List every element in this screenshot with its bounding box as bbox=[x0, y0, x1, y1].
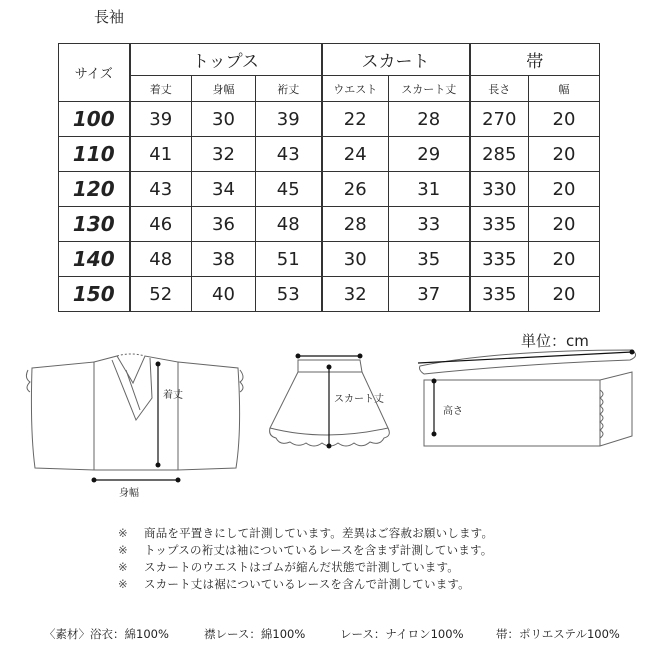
material-lace: レース：ナイロン100% bbox=[340, 627, 464, 641]
table-cell: 32 bbox=[322, 277, 389, 312]
skirt-length-dot-top bbox=[327, 365, 332, 370]
header-yukitake: 裄丈 bbox=[256, 76, 322, 102]
table-cell: 20 bbox=[529, 242, 600, 277]
table-cell: 41 bbox=[130, 137, 192, 172]
size-label: 140 bbox=[59, 242, 130, 277]
size-label: 100 bbox=[59, 102, 130, 137]
table-cell: 28 bbox=[322, 207, 389, 242]
top-length-label: 着丈 bbox=[163, 390, 183, 401]
table-cell: 39 bbox=[130, 102, 192, 137]
table-cell: 51 bbox=[256, 242, 322, 277]
table-cell: 20 bbox=[529, 277, 600, 312]
header-size: サイズ bbox=[59, 44, 130, 102]
table-cell: 34 bbox=[192, 172, 256, 207]
obi-height-dot-top bbox=[432, 379, 437, 384]
table-cell: 20 bbox=[529, 102, 600, 137]
header-obi-length: 長さ bbox=[470, 76, 529, 102]
header-obi: 帯 bbox=[470, 44, 600, 76]
table-cell: 52 bbox=[130, 277, 192, 312]
table-cell: 20 bbox=[529, 172, 600, 207]
header-tops: トップス bbox=[130, 44, 322, 76]
table-cell: 40 bbox=[192, 277, 256, 312]
waist-dot-left bbox=[296, 354, 301, 359]
top-length-dot-bottom bbox=[156, 463, 161, 468]
table-cell: 335 bbox=[470, 207, 529, 242]
obi-length-dot bbox=[630, 350, 635, 355]
table-cell: 39 bbox=[256, 102, 322, 137]
obi-height-label: 高さ bbox=[443, 406, 463, 417]
size-label: 120 bbox=[59, 172, 130, 207]
header-obi-width: 幅 bbox=[529, 76, 600, 102]
table-cell: 30 bbox=[192, 102, 256, 137]
header-kitake: 着丈 bbox=[130, 76, 192, 102]
table-cell: 285 bbox=[470, 137, 529, 172]
note-4: ※ スカート丈は裾についているレースを含んで計測しています。 bbox=[118, 577, 470, 591]
table-cell: 29 bbox=[389, 137, 470, 172]
header-mihaba: 身幅 bbox=[192, 76, 256, 102]
table-cell: 45 bbox=[256, 172, 322, 207]
table-cell: 270 bbox=[470, 102, 529, 137]
table-cell: 31 bbox=[389, 172, 470, 207]
table-cell: 24 bbox=[322, 137, 389, 172]
table-cell: 36 bbox=[192, 207, 256, 242]
table-cell: 48 bbox=[256, 207, 322, 242]
table-cell: 48 bbox=[130, 242, 192, 277]
top-length-dot-top bbox=[156, 362, 161, 367]
table-cell: 22 bbox=[322, 102, 389, 137]
size-label: 130 bbox=[59, 207, 130, 242]
table-cell: 20 bbox=[529, 137, 600, 172]
table-cell: 53 bbox=[256, 277, 322, 312]
obi-diagram bbox=[420, 350, 636, 446]
waist-dot-right bbox=[358, 354, 363, 359]
header-skirt-length: スカート丈 bbox=[389, 76, 470, 102]
top-width-dot-right bbox=[176, 478, 181, 483]
note-2: ※ トップスの裄丈は袖についているレースを含まず計測しています。 bbox=[118, 543, 493, 557]
table-cell: 35 bbox=[389, 242, 470, 277]
material-yukata: 〈素材〉浴衣：綿100% bbox=[44, 627, 169, 641]
size-label: 150 bbox=[59, 277, 130, 312]
table-cell: 33 bbox=[389, 207, 470, 242]
table-cell: 37 bbox=[389, 277, 470, 312]
top-width-dot-left bbox=[92, 478, 97, 483]
table-cell: 46 bbox=[130, 207, 192, 242]
obi-height-dot-bottom bbox=[432, 432, 437, 437]
table-cell: 28 bbox=[389, 102, 470, 137]
table-cell: 38 bbox=[192, 242, 256, 277]
table-cell: 43 bbox=[256, 137, 322, 172]
table-cell: 43 bbox=[130, 172, 192, 207]
material-collar-lace: 襟レース：綿100% bbox=[204, 627, 306, 641]
table-cell: 335 bbox=[470, 242, 529, 277]
page-title: 長袖 bbox=[94, 8, 125, 26]
table-cell: 335 bbox=[470, 277, 529, 312]
note-3: ※ スカートのウエストはゴムが縮んだ状態で計測しています。 bbox=[118, 560, 459, 574]
size-label: 110 bbox=[59, 137, 130, 172]
note-1: ※ 商品を平置きにして計測しています。差異はご容赦お願いします。 bbox=[118, 526, 494, 540]
table-cell: 26 bbox=[322, 172, 389, 207]
top-width-label: 身幅 bbox=[119, 488, 139, 499]
table-cell: 32 bbox=[192, 137, 256, 172]
unit-label: 単位：cm bbox=[521, 332, 589, 350]
table-cell: 330 bbox=[470, 172, 529, 207]
header-skirt: スカート bbox=[322, 44, 470, 76]
skirt-length-label: スカート丈 bbox=[334, 394, 384, 405]
skirt-length-dot-bottom bbox=[327, 444, 332, 449]
table-cell: 30 bbox=[322, 242, 389, 277]
top-diagram bbox=[26, 354, 243, 470]
header-waist: ウエスト bbox=[322, 76, 389, 102]
material-obi: 帯：ポリエステル100% bbox=[496, 627, 620, 641]
table-cell: 20 bbox=[529, 207, 600, 242]
